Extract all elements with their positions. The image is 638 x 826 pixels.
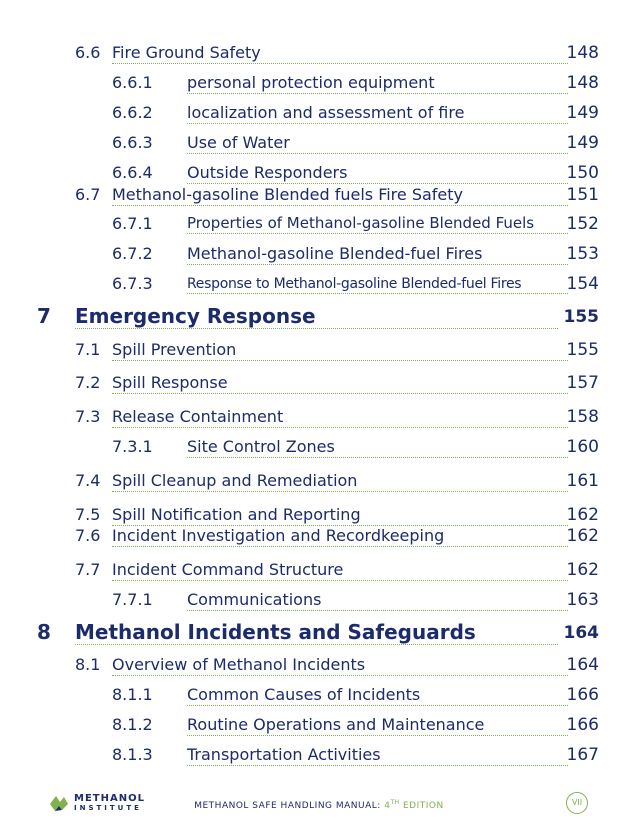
toc-page-number: 166 [566, 715, 599, 735]
edition-word: EDITION [403, 801, 444, 811]
toc-title: Incident Investigation and Recordkeeping [112, 528, 568, 547]
toc-entry[interactable] [0, 562, 638, 586]
logo-subtext: INSTITUTE [74, 804, 142, 812]
running-footer [0, 799, 638, 811]
toc-number: 8.1.2 [112, 715, 153, 734]
toc-title: Methanol-gasoline Blended fuels Fire Safety [112, 187, 568, 206]
toc-number: 6.7.3 [112, 274, 153, 293]
toc-title: Spill Notification and Reporting [112, 507, 568, 526]
toc-page-number: 166 [566, 685, 599, 705]
toc-entry[interactable] [0, 747, 638, 771]
toc-number: 6.7.2 [112, 244, 153, 263]
toc-entry[interactable] [0, 409, 638, 433]
toc-chapter-entry[interactable] [0, 306, 638, 330]
toc-entry[interactable] [0, 439, 638, 463]
toc-page-number: 160 [566, 437, 599, 457]
toc-entry[interactable] [0, 342, 638, 366]
toc-title: Release Containment [112, 409, 568, 428]
toc-page-number: 154 [566, 274, 599, 294]
toc-chapter-entry[interactable] [0, 622, 638, 646]
chapter-number: 7 [37, 304, 51, 328]
chapter-number: 8 [37, 620, 51, 644]
toc-page-number: 148 [566, 73, 599, 93]
toc-page-number: 167 [566, 745, 599, 765]
toc-page-number: 162 [566, 526, 599, 546]
toc-number: 6.6.1 [112, 73, 153, 92]
toc-number: 6.6.2 [112, 103, 153, 122]
toc-entry[interactable] [0, 45, 638, 69]
toc-title: Common Causes of Incidents [187, 687, 568, 706]
toc-page-number: 155 [566, 340, 599, 360]
toc-page-number: 148 [566, 43, 599, 63]
logo-wordmark: METHANOL [74, 793, 145, 804]
toc-title: Communications [187, 592, 568, 611]
toc-number: 6.7.1 [112, 214, 153, 233]
toc-number: 6.6.3 [112, 133, 153, 152]
chapter-title: Emergency Response [75, 306, 558, 329]
toc-number: 7.2 [75, 373, 101, 392]
toc-number: 8.1.3 [112, 745, 153, 764]
toc-number: 7.3.1 [112, 437, 153, 456]
toc-page-number: 155 [563, 307, 599, 327]
toc-number: 7.6 [75, 526, 101, 545]
toc-title: Fire Ground Safety [112, 45, 568, 64]
toc-number: 6.6.4 [112, 163, 153, 182]
page-number-badge: VII [566, 792, 588, 814]
toc-title: Outside Responders [187, 165, 568, 184]
toc-entry[interactable] [0, 216, 638, 240]
toc-number: 7.7 [75, 560, 101, 579]
toc-title: Site Control Zones [187, 439, 568, 458]
toc-entry[interactable] [0, 187, 638, 211]
toc-title: Incident Command Structure [112, 562, 568, 581]
toc-number: 8.1.1 [112, 685, 153, 704]
toc-page-number: 164 [566, 655, 599, 675]
chapter-title: Methanol Incidents and Safeguards [75, 622, 558, 645]
toc-page-number: 162 [566, 560, 599, 580]
toc-number: 7.7.1 [112, 590, 153, 609]
toc-number: 7.1 [75, 340, 101, 359]
edition-number: 4 [384, 801, 391, 811]
toc-title: personal protection equipment [187, 75, 568, 94]
toc-title: Methanol-gasoline Blended-fuel Fires [187, 246, 568, 265]
toc-entry[interactable] [0, 592, 638, 616]
toc-number: 7.5 [75, 505, 101, 524]
toc-title: Transportation Activities [187, 747, 568, 766]
toc-entry[interactable] [0, 657, 638, 681]
toc-entry[interactable] [0, 717, 638, 741]
toc-entry[interactable] [0, 375, 638, 399]
toc-entry[interactable] [0, 528, 638, 552]
toc-title: Properties of Methanol-gasoline Blended Fuels [187, 216, 568, 234]
toc-number: 6.7 [75, 185, 101, 204]
toc-page-number: 164 [563, 623, 599, 643]
toc-entry[interactable] [0, 75, 638, 99]
toc-title: Spill Response [112, 375, 568, 394]
toc-number: 8.1 [75, 655, 101, 674]
manual-title: METHANOL SAFE HANDLING MANUAL: [194, 801, 381, 811]
toc-page-number: 153 [566, 244, 599, 264]
toc-entry[interactable] [0, 473, 638, 497]
page-footer [0, 790, 638, 820]
toc-page-number: 158 [566, 407, 599, 427]
toc-entry[interactable] [0, 276, 638, 300]
edition-suffix: TH [390, 799, 400, 806]
toc-entry[interactable] [0, 135, 638, 159]
edition-label [384, 801, 444, 811]
toc-number: 6.6 [75, 43, 101, 62]
toc-entry[interactable] [0, 105, 638, 129]
toc-page-number: 152 [566, 214, 599, 234]
toc-page-number: 149 [566, 103, 599, 123]
toc-title: Use of Water [187, 135, 568, 154]
toc-entry[interactable] [0, 687, 638, 711]
toc-title: localization and assessment of fire [187, 105, 568, 124]
toc-title: Spill Prevention [112, 342, 568, 361]
toc-title: Overview of Methanol Incidents [112, 657, 568, 676]
toc-page-number: 150 [566, 163, 599, 183]
toc-page-number: 163 [566, 590, 599, 610]
toc-entry[interactable] [0, 246, 638, 270]
toc-number: 7.3 [75, 407, 101, 426]
toc-title: Routine Operations and Maintenance [187, 717, 568, 736]
toc-page-number: 161 [566, 471, 599, 491]
toc-page-number: 151 [566, 185, 599, 205]
toc-title: Response to Methanol-gasoline Blended-fuel Fires [187, 277, 568, 294]
toc-page-number: 162 [566, 505, 599, 525]
toc-page-number: 149 [566, 133, 599, 153]
toc-title: Spill Cleanup and Remediation [112, 473, 568, 492]
toc-page-number: 157 [566, 373, 599, 393]
toc-number: 7.4 [75, 471, 101, 490]
